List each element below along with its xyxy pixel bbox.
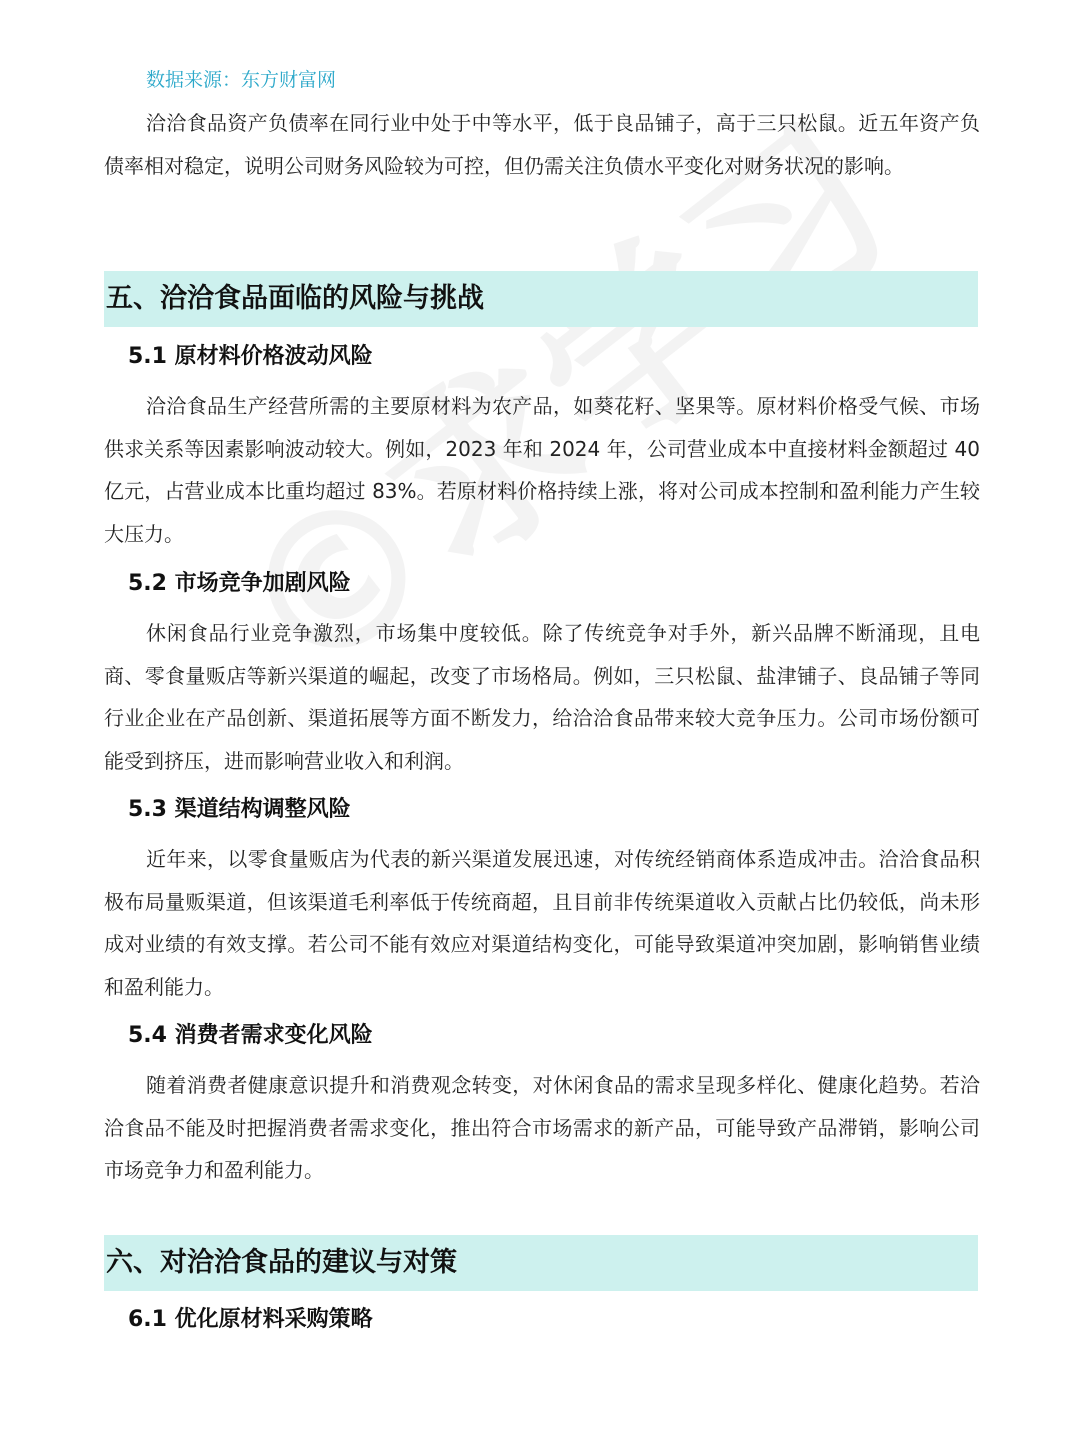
subsection-5-4-body: 随着消费者健康意识提升和消费观念转变，对休闲食品的需求呈现多样化、健康化趋势。若洽洽食品不能及时把握消费者需求变化，推出符合市场需求的新产品，可能导致产品滞销，影响公司市场竞争力和盈利能力。 xyxy=(104,1073,980,1182)
section-5-banner xyxy=(104,271,978,327)
subsection-5-2-body: 休闲食品行业竞争激烈，市场集中度较低。除了传统竞争对手外，新兴品牌不断涌现，且电商、零食量贩店等新兴渠道的崛起，改变了市场格局。例如，三只松鼠、盐津铺子、良品铺子等同行业企业在产品创新、渠道拓展等方面不断发力，给洽洽食品带来较大竞争压力。公司市场份额可能受到挤压，进而影响营业收入和利润。 xyxy=(104,621,980,773)
section-5-title: 五、洽洽食品面临的风险与挑战 xyxy=(106,283,484,314)
subsection-5-1-body: 洽洽食品生产经营所需的主要原材料为农产品，如葵花籽、坚果等。原材料价格受气候、市场供求关系等因素影响波动较大。例如，2023 年和 2024 年，公司营业成本中直接材料金额超过 40 亿元，占营业成本比重均超过 83%。若原材料价格持续上涨，将对公司成本控制和盈利能力产生较大压力。 xyxy=(104,394,980,546)
section-6-title: 六、对洽洽食品的建议与对策 xyxy=(106,1247,457,1278)
subsection-5-2-heading: 5.2 市场竞争加剧风险 xyxy=(128,571,351,596)
subsection-5-1-heading: 5.1 原材料价格波动风险 xyxy=(128,344,373,369)
subsection-5-3-heading: 5.3 渠道结构调整风险 xyxy=(128,797,351,822)
intro-paragraph: 洽洽食品资产负债率在同行业中处于中等水平，低于良品铺子，高于三只松鼠。近五年资产负债率相对稳定，说明公司财务风险较为可控，但仍需关注负债水平变化对财务状况的影响。 xyxy=(104,111,980,178)
subsection-6-1-heading: 6.1 优化原材料采购策略 xyxy=(128,1307,373,1332)
subsection-5-3-body: 近年来，以零食量贩店为代表的新兴渠道发展迅速，对传统经销商体系造成冲击。洽洽食品积极布局量贩渠道，但该渠道毛利率低于传统商超，且目前非传统渠道收入贡献占比仍较低，尚未形成对业绩的有效支撑。若公司不能有效应对渠道结构变化，可能导致渠道冲突加剧，影响销售业绩和盈利能力。 xyxy=(104,847,980,999)
data-source-note: 数据来源：东方财富网 xyxy=(146,69,337,91)
subsection-5-4-heading: 5.4 消费者需求变化风险 xyxy=(128,1023,373,1048)
section-6-banner xyxy=(104,1235,978,1291)
